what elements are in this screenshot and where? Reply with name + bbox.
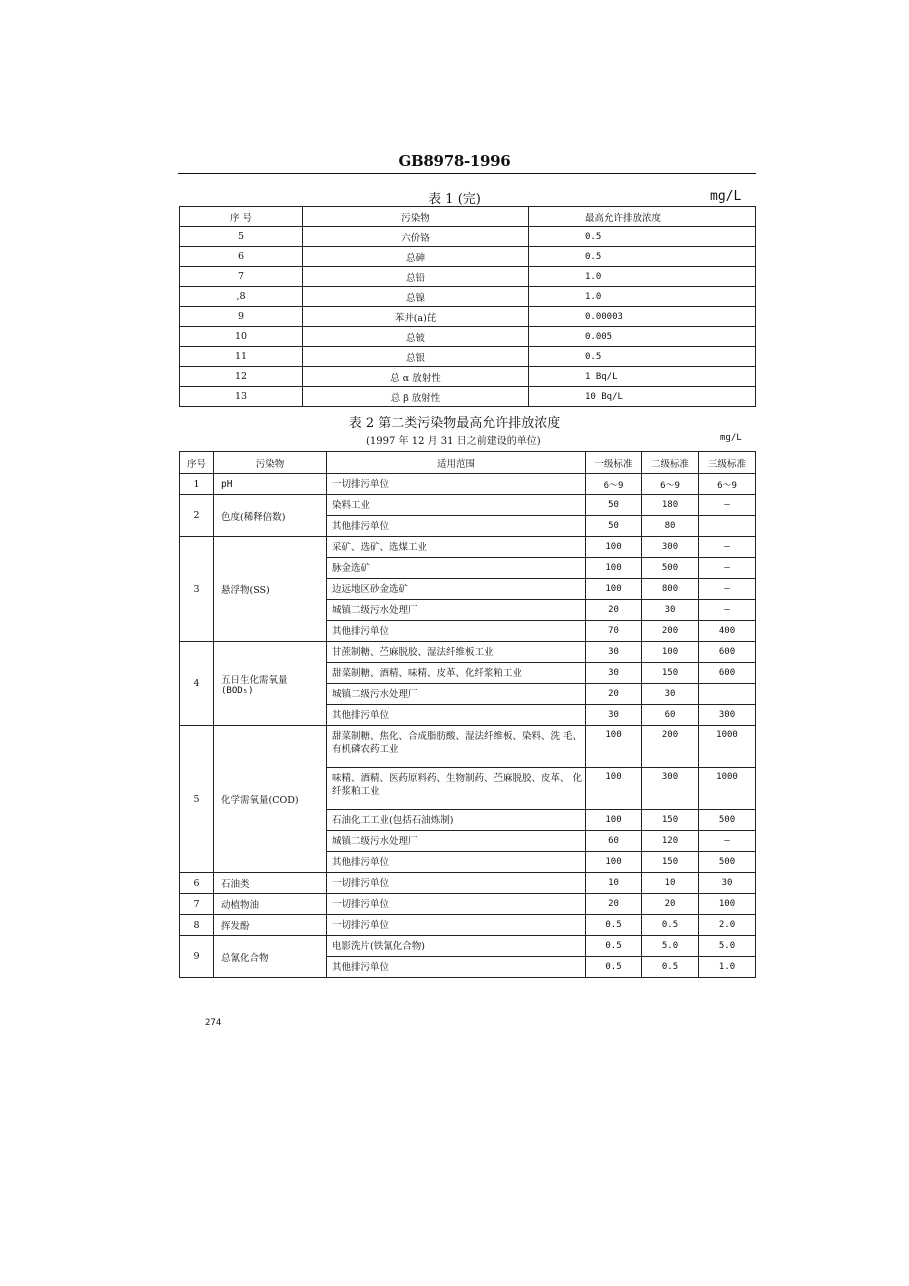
table2-cell-seq: 9 [180, 936, 214, 978]
table2-cell-seq: 1 [180, 474, 214, 495]
table2-cell-seq: 4 [180, 642, 214, 726]
table2-cell-seq: 8 [180, 915, 214, 936]
table1-cell-no: 13 [180, 387, 303, 407]
table2-cell-grade1: 20 [586, 600, 642, 621]
pollutant-name: 五日生化需氧量 [221, 674, 288, 686]
table1-col-value: 最高允许排放浓度 [529, 207, 756, 227]
pollutant-name: 悬浮物(SS) [221, 585, 270, 596]
table2-cell-scope: 甘蔗制糖、苎麻脱胶、湿法纤维板工业 [327, 642, 586, 663]
table2-cell-pollutant [214, 642, 327, 726]
table2-cell-grade3: 1000 [699, 726, 756, 768]
table1-cell-pollutant: 总铍 [303, 327, 529, 347]
table2-cell-scope: 边远地区砂金选矿 [327, 579, 586, 600]
table2-cell-grade2: 150 [642, 810, 699, 831]
table2-cell-grade1: 0.5 [586, 915, 642, 936]
table2-subcaption: (1997 年 12 月 31 日之前建设的单位) [366, 436, 541, 447]
table2-cell-grade1: 100 [586, 579, 642, 600]
table2-cell-pollutant [214, 537, 327, 642]
table2-cell-grade1: 100 [586, 768, 642, 810]
table2-row [180, 537, 756, 558]
standard-header: GB8978-1996 [398, 152, 511, 170]
table2-cell-grade3: 100 [699, 894, 756, 915]
table2-caption: 表 2 第二类污染物最高允许排放浓度 [348, 416, 561, 431]
table2-cell-scope: 一切排污单位 [327, 915, 586, 936]
table2-cell-seq: 2 [180, 495, 214, 537]
table2-cell-grade1: 100 [586, 537, 642, 558]
table2-cell-scope: 其他排污单位 [327, 621, 586, 642]
table1-cell-pollutant: 总 α 放射性 [303, 367, 529, 387]
table2-cell-grade1: 60 [586, 831, 642, 852]
table2-col-grade2: 二级标准 [642, 452, 699, 474]
table1-row [180, 327, 756, 347]
table2-cell-seq: 7 [180, 894, 214, 915]
table2-cell-grade2: 60 [642, 705, 699, 726]
table2-cell-grade2: 30 [642, 600, 699, 621]
table1-cell-value: 0.5 [529, 347, 756, 367]
table2-cell-grade1: 0.5 [586, 957, 642, 978]
table2-cell-grade3: — [699, 600, 756, 621]
table1-cell-no: 10 [180, 327, 303, 347]
table2-cell-grade3: 400 [699, 621, 756, 642]
table2-cell-grade3: 5.0 [699, 936, 756, 957]
table2-col-grade1: 一级标准 [586, 452, 642, 474]
table2-cell-scope: 其他排污单位 [327, 852, 586, 873]
table2-col-scope: 适用范围 [327, 452, 586, 474]
table2-cell-scope: 甜菜制糖、酒精、味精、皮革、化纤浆粕工业 [327, 663, 586, 684]
table2-cell-grade1: 0.5 [586, 936, 642, 957]
table2-cell-scope: 一切排污单位 [327, 474, 586, 495]
table2-cell-grade3: — [699, 579, 756, 600]
table2-cell-grade2: 200 [642, 726, 699, 768]
table2-cell-grade1: 70 [586, 621, 642, 642]
table2-cell-grade2: 6～9 [642, 474, 699, 495]
table2-cell-scope: 一切排污单位 [327, 894, 586, 915]
table2-cell-scope: 城镇二级污水处理厂 [327, 684, 586, 705]
table2-cell-pollutant [214, 474, 327, 495]
table2-row [180, 915, 756, 936]
table1-unit: mg/L [710, 189, 742, 204]
table2-cell-grade1: 30 [586, 642, 642, 663]
table2-cell-grade1: 100 [586, 558, 642, 579]
table1-cell-value: 0.00003 [529, 307, 756, 327]
table2-cell-grade3: — [699, 831, 756, 852]
table1-row [180, 307, 756, 327]
table1-body [180, 227, 756, 407]
table2-cell-grade2: 30 [642, 684, 699, 705]
table2-cell-seq: 6 [180, 873, 214, 894]
table2-cell-grade2: 300 [642, 768, 699, 810]
table2-cell-grade2: 150 [642, 663, 699, 684]
table1-cell-no: ,8 [180, 287, 303, 307]
table2-cell-scope: 味精、酒精、医药原料药、生物制药、苎麻脱胶、皮革、 化纤浆粕工业 [327, 768, 586, 810]
table2-cell-pollutant [214, 894, 327, 915]
table1-col-no: 序 号 [180, 207, 303, 227]
table1-cell-value: 1.0 [529, 287, 756, 307]
table1-row [180, 267, 756, 287]
table2-row [180, 474, 756, 495]
table2-cell-grade1: 10 [586, 873, 642, 894]
table2-cell-seq: 3 [180, 537, 214, 642]
table2-cell-scope: 其他排污单位 [327, 705, 586, 726]
table2-cell-grade2: 0.5 [642, 915, 699, 936]
table2-cell-scope: 石油化工工业(包括石油炼制) [327, 810, 586, 831]
table2 [179, 451, 756, 978]
table2-cell-grade2: 300 [642, 537, 699, 558]
table2-cell-grade1: 50 [586, 495, 642, 516]
table1-cell-no: 7 [180, 267, 303, 287]
table2-cell-scope: 城镇二级污水处理厂 [327, 831, 586, 852]
table1-cell-no: 6 [180, 247, 303, 267]
table2-col-pollutant: 污染物 [214, 452, 327, 474]
table1-cell-no: 12 [180, 367, 303, 387]
table1-cell-value: 0.5 [529, 247, 756, 267]
table2-cell-grade3: 30 [699, 873, 756, 894]
table2-cell-grade3: 6～9 [699, 474, 756, 495]
table2-cell-grade3: — [699, 558, 756, 579]
table2-cell-grade3: 1000 [699, 768, 756, 810]
table2-cell-grade3: 1.0 [699, 957, 756, 978]
table2-cell-scope: 采矿、选矿、选煤工业 [327, 537, 586, 558]
table1-cell-no: 11 [180, 347, 303, 367]
pollutant-name: 挥发酚 [221, 921, 250, 932]
table2-row [180, 894, 756, 915]
table2-row [180, 936, 756, 957]
table2-cell-grade3: — [699, 495, 756, 516]
table2-header-row [180, 452, 756, 474]
table1-row [180, 367, 756, 387]
table2-unit: mg/L [720, 433, 742, 443]
table1-row [180, 247, 756, 267]
table2-cell-pollutant [214, 726, 327, 873]
table2-cell-grade2: 10 [642, 873, 699, 894]
pollutant-name: 色度(稀释倍数) [221, 511, 286, 523]
table2-row [180, 726, 756, 768]
table2-row [180, 495, 756, 516]
table2-cell-scope: 染料工业 [327, 495, 586, 516]
table2-cell-pollutant [214, 873, 327, 894]
table2-cell-grade2: 80 [642, 516, 699, 537]
table1-row [180, 387, 756, 407]
table2-cell-seq: 5 [180, 726, 214, 873]
table1-cell-pollutant: 苯并(a)芘 [303, 307, 529, 327]
table2-cell-grade1: 20 [586, 684, 642, 705]
pollutant-name: 动植物油 [221, 900, 260, 911]
table1-row [180, 227, 756, 247]
table1-caption: 表 1 (完) [428, 192, 481, 207]
table2-cell-grade3: 2.0 [699, 915, 756, 936]
table1-cell-value: 0.005 [529, 327, 756, 347]
table2-col-grade3: 三级标准 [699, 452, 756, 474]
table2-cell-grade3: 500 [699, 810, 756, 831]
pollutant-name: 石油类 [221, 879, 250, 890]
table2-cell-scope: 城镇二级污水处理厂 [327, 600, 586, 621]
table2-cell-scope: 一切排污单位 [327, 873, 586, 894]
table2-cell-grade2: 200 [642, 621, 699, 642]
table2-cell-grade1: 100 [586, 852, 642, 873]
table2-cell-grade1: 6～9 [586, 474, 642, 495]
page-number: 274 [205, 1018, 222, 1028]
table1-col-pollutant: 污染物 [303, 207, 529, 227]
table2-col-seq: 序号 [180, 452, 214, 474]
table2-cell-grade3: 600 [699, 642, 756, 663]
table1-cell-pollutant: 总银 [303, 347, 529, 367]
table1-cell-no: 9 [180, 307, 303, 327]
table2-cell-scope: 脉金选矿 [327, 558, 586, 579]
table2-row [180, 642, 756, 663]
table1-cell-pollutant: 六价铬 [303, 227, 529, 247]
table2-cell-grade1: 50 [586, 516, 642, 537]
pollutant-name: 化学需氧量(COD) [221, 795, 299, 806]
pollutant-name-abbr: (BOD₅) [221, 685, 254, 696]
table2-cell-grade3: 300 [699, 705, 756, 726]
table2-cell-grade3 [699, 684, 756, 705]
table1-cell-value: 10 Bq/L [529, 387, 756, 407]
table2-cell-pollutant [214, 915, 327, 936]
table2-cell-grade3 [699, 516, 756, 537]
table2-cell-grade1: 100 [586, 810, 642, 831]
table1-cell-value: 1 Bq/L [529, 367, 756, 387]
table2-cell-grade2: 5.0 [642, 936, 699, 957]
table1-cell-value: 0.5 [529, 227, 756, 247]
table1-cell-pollutant: 总 β 放射性 [303, 387, 529, 407]
table2-cell-grade2: 100 [642, 642, 699, 663]
table2-cell-grade3: 600 [699, 663, 756, 684]
table2-cell-grade3: 500 [699, 852, 756, 873]
table2-cell-grade2: 150 [642, 852, 699, 873]
table2-cell-pollutant [214, 936, 327, 978]
table1-row [180, 347, 756, 367]
header-rule [178, 173, 756, 174]
pollutant-name: 总氰化合物 [221, 952, 269, 964]
table1-cell-value: 1.0 [529, 267, 756, 287]
table2-cell-grade1: 100 [586, 726, 642, 768]
table2-cell-scope: 电影洗片(铁氰化合物) [327, 936, 586, 957]
table2-cell-grade2: 180 [642, 495, 699, 516]
table2-cell-grade2: 20 [642, 894, 699, 915]
table2-cell-grade1: 30 [586, 663, 642, 684]
table2-cell-scope: 甜菜制糖、焦化、合成脂肪酸、湿法纤维板、染料、洗 毛、有机磷农药工业 [327, 726, 586, 768]
table2-cell-scope: 其他排污单位 [327, 516, 586, 537]
table1-cell-pollutant: 总镍 [303, 287, 529, 307]
pollutant-name: pH [221, 478, 233, 490]
table2-cell-grade1: 20 [586, 894, 642, 915]
table2-cell-grade2: 120 [642, 831, 699, 852]
table2-row [180, 873, 756, 894]
table1-row [180, 287, 756, 307]
table2-cell-grade3: — [699, 537, 756, 558]
table1-header-row [180, 207, 756, 227]
table1-cell-pollutant: 总砷 [303, 247, 529, 267]
table2-body [180, 474, 756, 978]
table2-cell-pollutant [214, 495, 327, 537]
table2-cell-grade2: 800 [642, 579, 699, 600]
table1 [179, 206, 756, 407]
table2-cell-grade2: 0.5 [642, 957, 699, 978]
table2-cell-scope: 其他排污单位 [327, 957, 586, 978]
table2-cell-grade2: 500 [642, 558, 699, 579]
table1-cell-pollutant: 总铅 [303, 267, 529, 287]
table1-cell-no: 5 [180, 227, 303, 247]
table2-cell-grade1: 30 [586, 705, 642, 726]
